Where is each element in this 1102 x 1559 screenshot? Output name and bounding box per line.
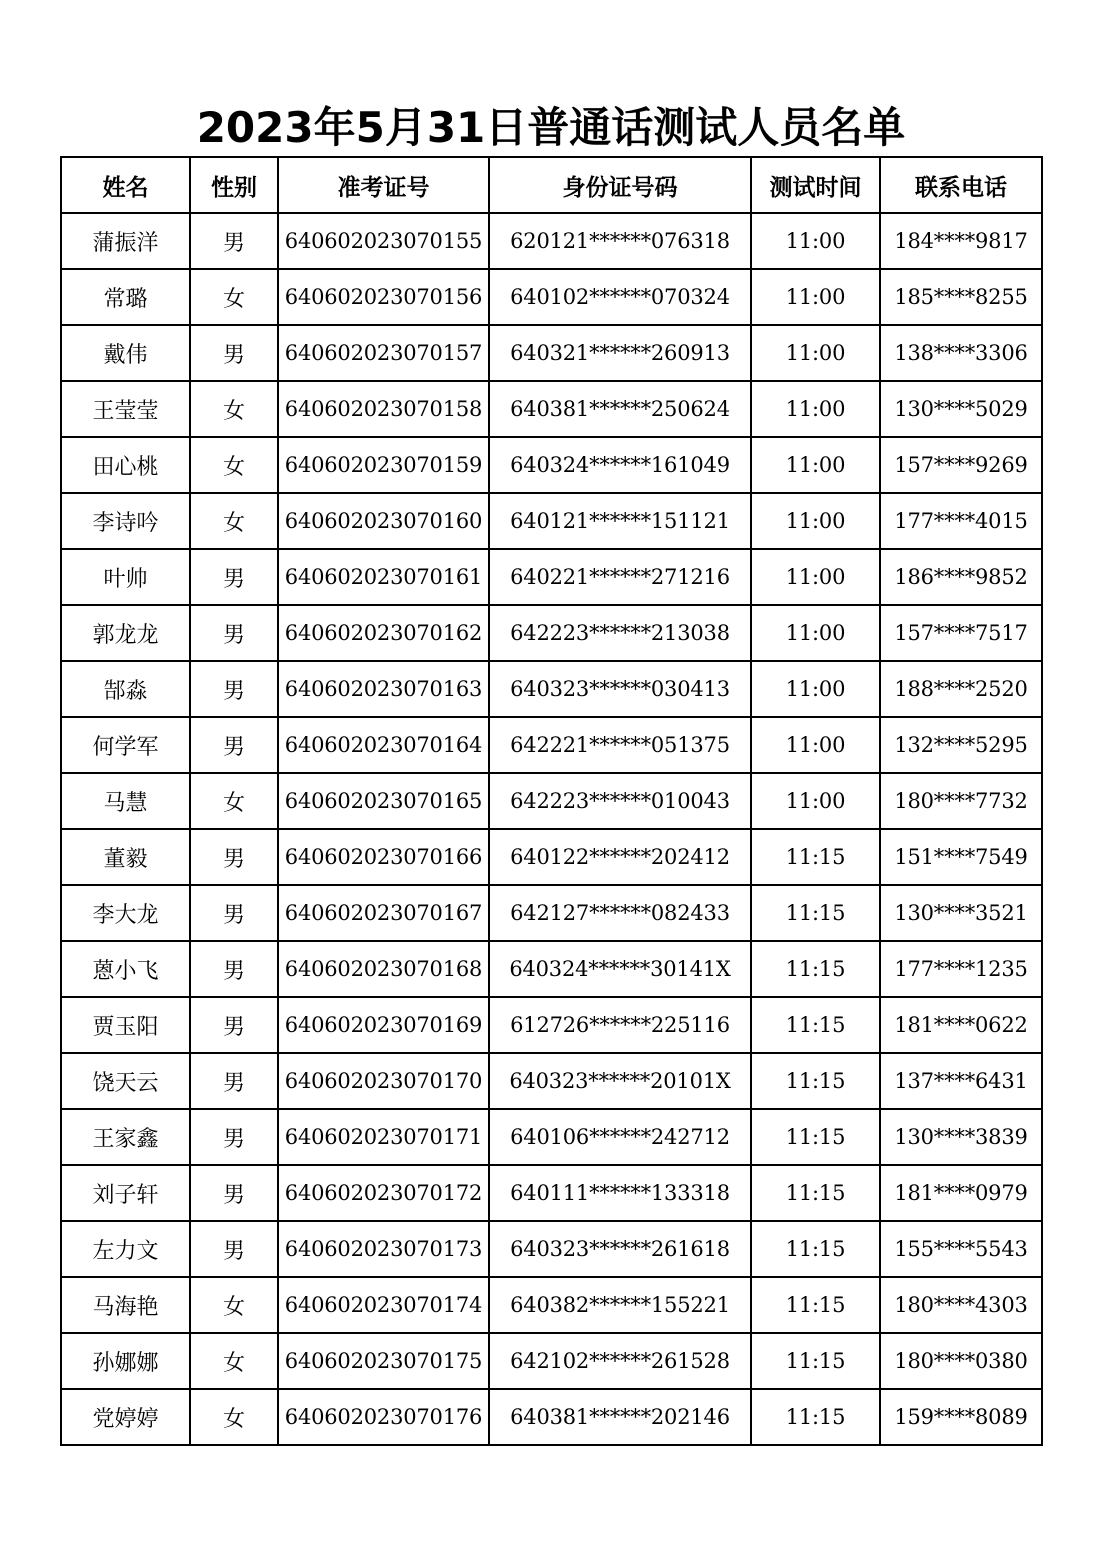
cell-id: 620121******076318: [489, 213, 751, 269]
cell-ticket: 640602023070163: [278, 661, 489, 717]
cell-time: 11:00: [751, 717, 880, 773]
cell-name: 常璐: [61, 269, 190, 325]
cell-phone: 180****0380: [880, 1333, 1042, 1389]
cell-id: 640382******155221: [489, 1277, 751, 1333]
cell-time: 11:00: [751, 549, 880, 605]
cell-phone: 186****9852: [880, 549, 1042, 605]
cell-id: 640111******133318: [489, 1165, 751, 1221]
cell-name: 饶天云: [61, 1053, 190, 1109]
cell-gender: 女: [190, 1277, 278, 1333]
cell-ticket: 640602023070160: [278, 493, 489, 549]
cell-id: 640321******260913: [489, 325, 751, 381]
cell-name: 戴伟: [61, 325, 190, 381]
table-row: [61, 1165, 1042, 1221]
cell-time: 11:15: [751, 1109, 880, 1165]
cell-name: 党婷婷: [61, 1389, 190, 1445]
table-row: [61, 885, 1042, 941]
table-row: [61, 493, 1042, 549]
cell-id: 612726******225116: [489, 997, 751, 1053]
cell-phone: 130****3521: [880, 885, 1042, 941]
cell-gender: 男: [190, 1221, 278, 1277]
cell-ticket: 640602023070172: [278, 1165, 489, 1221]
cell-id: 642223******213038: [489, 605, 751, 661]
cell-gender: 女: [190, 381, 278, 437]
table-row: [61, 1109, 1042, 1165]
cell-ticket: 640602023070158: [278, 381, 489, 437]
cell-ticket: 640602023070165: [278, 773, 489, 829]
cell-gender: 女: [190, 493, 278, 549]
cell-ticket: 640602023070173: [278, 1221, 489, 1277]
cell-gender: 男: [190, 325, 278, 381]
header-row: [61, 157, 1042, 213]
cell-time: 11:00: [751, 325, 880, 381]
table-row: [61, 997, 1042, 1053]
cell-id: 640221******271216: [489, 549, 751, 605]
table-row: [61, 941, 1042, 997]
table-row: [61, 773, 1042, 829]
cell-name: 董毅: [61, 829, 190, 885]
cell-time: 11:00: [751, 605, 880, 661]
cell-gender: 女: [190, 269, 278, 325]
cell-phone: 138****3306: [880, 325, 1042, 381]
cell-phone: 177****4015: [880, 493, 1042, 549]
cell-phone: 180****7732: [880, 773, 1042, 829]
table-row: [61, 269, 1042, 325]
cell-phone: 181****0979: [880, 1165, 1042, 1221]
cell-name: 蒽小飞: [61, 941, 190, 997]
cell-name: 马慧: [61, 773, 190, 829]
cell-name: 叶帅: [61, 549, 190, 605]
cell-phone: 181****0622: [880, 997, 1042, 1053]
cell-phone: 151****7549: [880, 829, 1042, 885]
cell-gender: 男: [190, 885, 278, 941]
cell-id: 640324******30141X: [489, 941, 751, 997]
cell-name: 郭龙龙: [61, 605, 190, 661]
cell-time: 11:15: [751, 885, 880, 941]
table-row: [61, 829, 1042, 885]
roster-table: [60, 156, 1043, 1446]
cell-time: 11:15: [751, 1165, 880, 1221]
header-ticket: 准考证号: [278, 157, 489, 213]
cell-name: 左力文: [61, 1221, 190, 1277]
table-row: [61, 325, 1042, 381]
cell-name: 李大龙: [61, 885, 190, 941]
table-row: [61, 1389, 1042, 1445]
cell-name: 贾玉阳: [61, 997, 190, 1053]
cell-name: 蒲振洋: [61, 213, 190, 269]
cell-id: 640324******161049: [489, 437, 751, 493]
cell-gender: 男: [190, 717, 278, 773]
table-row: [61, 1221, 1042, 1277]
cell-gender: 男: [190, 1165, 278, 1221]
cell-ticket: 640602023070162: [278, 605, 489, 661]
table-row: [61, 549, 1042, 605]
cell-time: 11:00: [751, 437, 880, 493]
table-row: [61, 661, 1042, 717]
header-time: 测试时间: [751, 157, 880, 213]
cell-ticket: 640602023070167: [278, 885, 489, 941]
cell-gender: 男: [190, 1109, 278, 1165]
cell-id: 640323******20101X: [489, 1053, 751, 1109]
cell-phone: 130****5029: [880, 381, 1042, 437]
cell-gender: 男: [190, 829, 278, 885]
cell-id: 640121******151121: [489, 493, 751, 549]
cell-time: 11:00: [751, 493, 880, 549]
cell-gender: 女: [190, 1333, 278, 1389]
cell-ticket: 640602023070159: [278, 437, 489, 493]
cell-ticket: 640602023070176: [278, 1389, 489, 1445]
cell-time: 11:00: [751, 213, 880, 269]
cell-ticket: 640602023070161: [278, 549, 489, 605]
cell-phone: 177****1235: [880, 941, 1042, 997]
cell-name: 何学军: [61, 717, 190, 773]
page-title: 2023年5月31日普通话测试人员名单: [196, 103, 906, 152]
cell-name: 田心桃: [61, 437, 190, 493]
cell-gender: 男: [190, 213, 278, 269]
table-row: [61, 717, 1042, 773]
cell-gender: 女: [190, 1389, 278, 1445]
table-row: [61, 1053, 1042, 1109]
cell-ticket: 640602023070166: [278, 829, 489, 885]
cell-phone: 188****2520: [880, 661, 1042, 717]
cell-name: 王家鑫: [61, 1109, 190, 1165]
cell-phone: 159****8089: [880, 1389, 1042, 1445]
cell-gender: 男: [190, 1053, 278, 1109]
cell-phone: 184****9817: [880, 213, 1042, 269]
cell-gender: 男: [190, 549, 278, 605]
cell-ticket: 640602023070174: [278, 1277, 489, 1333]
cell-time: 11:00: [751, 773, 880, 829]
cell-phone: 132****5295: [880, 717, 1042, 773]
cell-gender: 男: [190, 661, 278, 717]
cell-ticket: 640602023070169: [278, 997, 489, 1053]
cell-ticket: 640602023070156: [278, 269, 489, 325]
table-body: [61, 213, 1042, 1445]
cell-time: 11:15: [751, 829, 880, 885]
cell-time: 11:15: [751, 1333, 880, 1389]
table-header: [61, 157, 1042, 213]
cell-id: 640122******202412: [489, 829, 751, 885]
cell-time: 11:15: [751, 1053, 880, 1109]
cell-id: 642102******261528: [489, 1333, 751, 1389]
cell-time: 11:15: [751, 997, 880, 1053]
cell-id: 640106******242712: [489, 1109, 751, 1165]
cell-ticket: 640602023070155: [278, 213, 489, 269]
cell-gender: 女: [190, 437, 278, 493]
cell-ticket: 640602023070157: [278, 325, 489, 381]
cell-time: 11:15: [751, 1221, 880, 1277]
header-phone: 联系电话: [880, 157, 1042, 213]
cell-ticket: 640602023070175: [278, 1333, 489, 1389]
cell-id: 640102******070324: [489, 269, 751, 325]
table-row: [61, 213, 1042, 269]
cell-id: 642221******051375: [489, 717, 751, 773]
table-row: [61, 437, 1042, 493]
cell-ticket: 640602023070164: [278, 717, 489, 773]
cell-phone: 180****4303: [880, 1277, 1042, 1333]
cell-time: 11:15: [751, 1389, 880, 1445]
cell-name: 刘子轩: [61, 1165, 190, 1221]
cell-ticket: 640602023070171: [278, 1109, 489, 1165]
cell-phone: 137****6431: [880, 1053, 1042, 1109]
cell-phone: 157****7517: [880, 605, 1042, 661]
cell-name: 马海艳: [61, 1277, 190, 1333]
table-row: [61, 605, 1042, 661]
cell-ticket: 640602023070170: [278, 1053, 489, 1109]
table-row: [61, 1277, 1042, 1333]
table-row: [61, 1333, 1042, 1389]
cell-phone: 185****8255: [880, 269, 1042, 325]
cell-name: 王莹莹: [61, 381, 190, 437]
cell-id: 642223******010043: [489, 773, 751, 829]
cell-time: 11:15: [751, 1277, 880, 1333]
cell-id: 640381******202146: [489, 1389, 751, 1445]
cell-id: 640381******250624: [489, 381, 751, 437]
cell-phone: 130****3839: [880, 1109, 1042, 1165]
cell-name: 孙娜娜: [61, 1333, 190, 1389]
cell-ticket: 640602023070168: [278, 941, 489, 997]
cell-id: 642127******082433: [489, 885, 751, 941]
cell-time: 11:15: [751, 941, 880, 997]
header-name: 姓名: [61, 157, 190, 213]
cell-gender: 男: [190, 941, 278, 997]
cell-time: 11:00: [751, 381, 880, 437]
cell-name: 郜淼: [61, 661, 190, 717]
cell-gender: 男: [190, 605, 278, 661]
cell-phone: 155****5543: [880, 1221, 1042, 1277]
cell-id: 640323******030413: [489, 661, 751, 717]
cell-gender: 男: [190, 997, 278, 1053]
header-gender: 性别: [190, 157, 278, 213]
cell-name: 李诗吟: [61, 493, 190, 549]
cell-phone: 157****9269: [880, 437, 1042, 493]
cell-time: 11:00: [751, 661, 880, 717]
cell-gender: 女: [190, 773, 278, 829]
header-id: 身份证号码: [489, 157, 751, 213]
cell-id: 640323******261618: [489, 1221, 751, 1277]
cell-time: 11:00: [751, 269, 880, 325]
table-row: [61, 381, 1042, 437]
